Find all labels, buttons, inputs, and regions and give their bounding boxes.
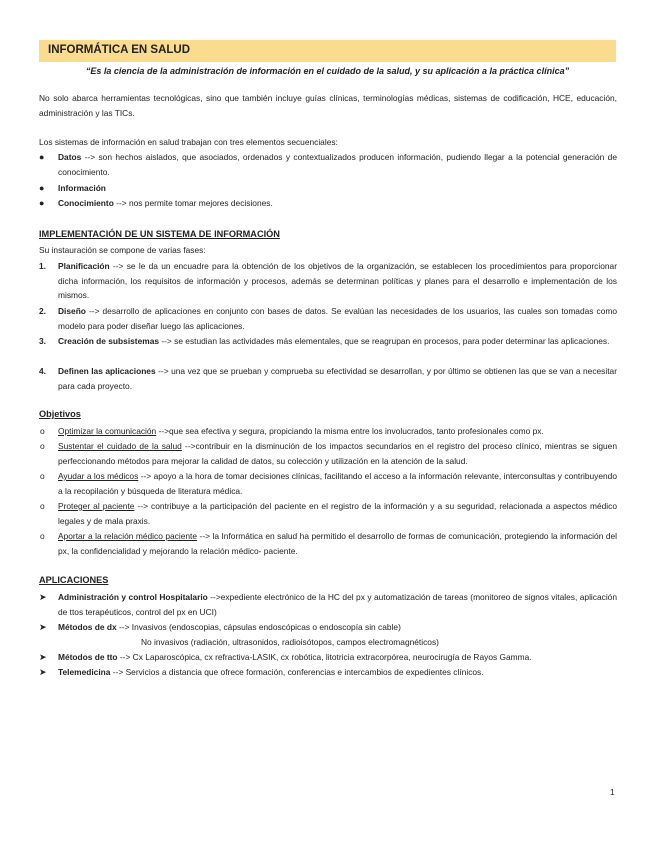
phase-item <box>58 304 617 333</box>
phase-term: Diseño <box>58 306 86 316</box>
implementation-heading: IMPLEMENTACIÓN DE UN SISTEMA DE INFORMACIÓN <box>39 229 280 239</box>
objective-term: Ayudar a los médicos <box>58 471 139 481</box>
phase-item <box>58 334 617 349</box>
arrow-bullet-icon: ➤ <box>39 652 47 662</box>
application-item <box>58 590 617 619</box>
bullet-icon: ● <box>39 198 45 208</box>
element-item <box>58 150 617 179</box>
objective-item <box>58 469 617 498</box>
phase-item <box>58 259 617 303</box>
phase-number: 1. <box>39 261 46 271</box>
definition-quote: “Es la ciencia de la administración de información en el cuidado de la salud, y su aplicación a la práctica clínica” <box>85 66 570 76</box>
objective-term: Sustentar el cuidado de la salud <box>58 441 182 451</box>
phase-term: Creación de subsistemas <box>58 336 160 346</box>
arrow-bullet-icon: ➤ <box>39 667 47 677</box>
applications-heading: APLICACIONES <box>39 575 109 585</box>
application-text: --> Servicios a distancia que ofrece formación, conferencias e intercambios de expedientes clínicos. <box>110 667 484 677</box>
objective-text: -->contribuir en la disminución de los impactos secundarios en el registro del proceso clínico, mientras se siguen perfeccionando métodos para mejorar la calidad de datos, su colección y utilización en la atención de la salud. <box>58 441 617 466</box>
phase-text: --> una vez que se prueban y comprueba su efectividad se desarrollan, y por último se obtienen las que se van a necesitar para cada proyecto. <box>58 366 617 391</box>
phase-text: --> se estudian las actividades más elementales, que se reagrupan en procesos, para poder determinar las aplicaciones. <box>159 336 610 346</box>
application-term: Administración y control Hospitalario <box>58 592 208 602</box>
element-item <box>58 181 617 196</box>
objectives-heading: Objetivos <box>39 409 81 419</box>
phase-number: 4. <box>39 366 46 376</box>
application-text: --> Cx Laparoscópica, cx refractiva-LASIK, cx robótica, litotricia extracorpórea, neurocirugía de Rayos Gamma. <box>117 652 532 662</box>
arrow-bullet-icon: ➤ <box>39 622 47 632</box>
phase-text: --> se le da un encuadre para la obtención de los objetivos de la organización, se establecen los procedimientos para proporcionar dicha información, los requisitos de información y procesos, además se determinan políticas y planes para el desarrollo e implementación de los mismos. <box>58 261 617 301</box>
phase-number: 2. <box>39 306 46 316</box>
application-text: -->expediente electrónico de la HC del px y automatización de tareas (monitoreo de signos vitales, aplicación de ttos terapéuticos, control del px en UCI) <box>58 592 617 617</box>
circle-bullet-icon: o <box>40 531 45 541</box>
bullet-icon: ● <box>39 183 45 193</box>
element-text: --> son hechos aislados, que asociados, ordenados y contextualizados producen información, pudiendo llegar a la potencial generación de conocimiento. <box>58 152 617 177</box>
application-term: Telemedicina <box>58 667 111 677</box>
objective-item <box>58 424 617 439</box>
circle-bullet-icon: o <box>40 501 45 511</box>
element-text: --> nos permite tomar mejores decisiones. <box>113 198 273 208</box>
phase-term: Definen las aplicaciones <box>58 366 156 376</box>
application-term: Métodos de dx <box>58 622 117 632</box>
circle-bullet-icon: o <box>40 471 45 481</box>
page-number: 1 <box>610 787 615 797</box>
phase-term: Planificación <box>58 261 110 271</box>
phase-text: --> desarrollo de aplicaciones en conjunto con bases de datos. Se evalúan las necesidades de los usuarios, las cuales son tomadas como modelo para poder diseñar luego las aplicaciones. <box>58 306 617 331</box>
application-continuation: No invasivos (radiación, ultrasonidos, radioisótopos, campos electromagnéticos) <box>141 637 439 647</box>
arrow-bullet-icon: ➤ <box>39 592 47 602</box>
document-title: INFORMÁTICA EN SALUD <box>48 44 191 56</box>
element-term: Datos <box>58 152 82 162</box>
objective-item <box>58 499 617 528</box>
objective-text: -->que sea efectiva y segura, propiciando la misma entre los involucrados, tanto profesionales como px. <box>156 426 544 436</box>
application-text: --> Invasivos (endoscopias, cápsulas endoscópicas o endoscopía sin cable) <box>116 622 401 632</box>
application-term: Métodos de tto <box>58 652 118 662</box>
elements-intro: Los sistemas de información en salud trabajan con tres elementos secuenciales: <box>39 137 338 147</box>
objective-term: Aportar a la relación médico paciente <box>58 531 198 541</box>
circle-bullet-icon: o <box>40 426 45 436</box>
objective-term: Proteger al paciente <box>58 501 135 511</box>
title-bar <box>39 40 616 62</box>
element-term: Conocimiento <box>58 198 114 208</box>
objective-text: --> apoyo a la hora de tomar decisiones clínicas, facilitando el acceso a la información relevante, interconsultas y contribuyendo a la recopilación y búsqueda de literatura médica. <box>58 471 617 496</box>
application-item <box>58 650 617 665</box>
element-term: Información <box>58 183 106 193</box>
objective-item <box>58 439 617 468</box>
element-item <box>58 196 617 211</box>
phase-item <box>58 364 617 393</box>
objective-term: Optimizar la comunicación <box>58 426 157 436</box>
circle-bullet-icon: o <box>40 441 45 451</box>
implementation-intro: Su instauración se compone de varias fases: <box>39 245 206 255</box>
objective-item <box>58 529 617 558</box>
intro-paragraph: No solo abarca herramientas tecnológicas, sino que también incluye guías clínicas, terminologías médicas, sistemas de codificación, HCE, educación, administración y las TICs. <box>39 93 617 118</box>
objective-text: --> la Informática en salud ha permitido el desarrollo de formas de comunicación, protegiendo la información del px, la confidencialidad y mejorando la relación médico- paciente. <box>58 531 618 556</box>
phase-number: 3. <box>39 336 46 346</box>
application-item <box>58 620 617 635</box>
application-item <box>58 665 617 680</box>
bullet-icon: ● <box>39 152 45 162</box>
objective-text: --> contribuye a la participación del paciente en el registro de la información y a su seguridad, relacionada a aspectos médico legales y de mala praxis. <box>58 501 617 526</box>
